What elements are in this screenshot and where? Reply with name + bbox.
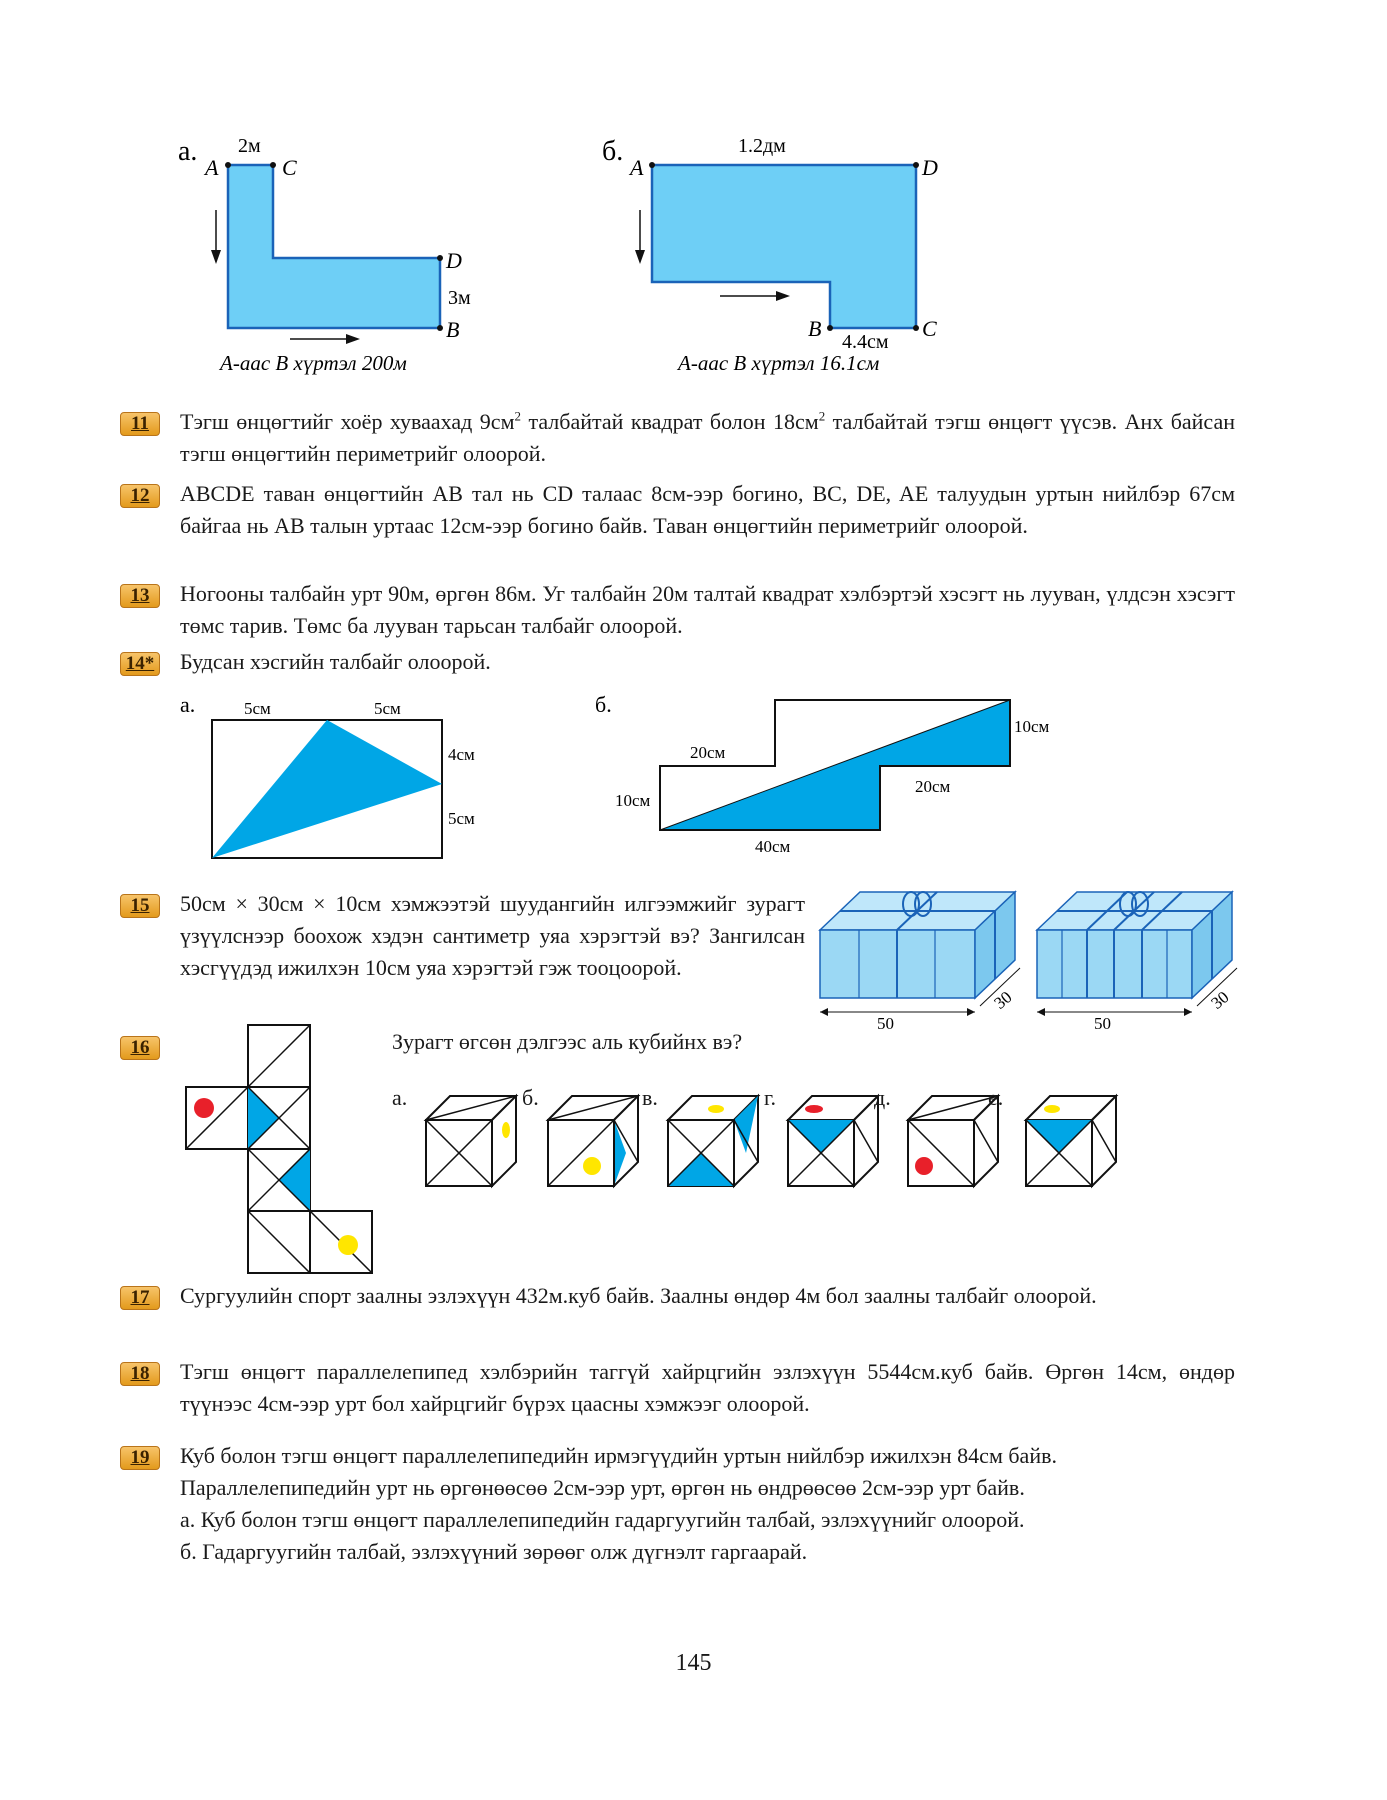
parcel-box-1	[815, 880, 1025, 1030]
label-1-2dm: 1.2дм	[738, 135, 786, 157]
label-2m: 2м	[238, 135, 261, 157]
cube-options	[392, 1082, 1192, 1202]
option-e-label[interactable]: д.	[874, 1085, 891, 1110]
problem-16-question: Зурагт өгсөн дэлгээс аль кубийнх вэ?	[392, 1029, 743, 1054]
figure-b-l-shape	[590, 130, 980, 380]
problem-15-badge: 15	[120, 894, 160, 918]
figure-a-l-shape	[170, 130, 510, 380]
parcel-box-2	[1032, 880, 1242, 1030]
figure-b-caption: A-аас B хүртэл 16.1см	[678, 351, 880, 375]
l-shape-b-polygon	[652, 165, 916, 328]
box2-width: 50	[1094, 1014, 1111, 1030]
cube-option-d[interactable]	[784, 1090, 884, 1200]
fig14a-top2: 5см	[374, 699, 401, 718]
point-b: B	[446, 317, 460, 342]
problem-18: Тэгш өнцөгт параллелепипед хэлбэрийн таггүй хайрцгийн эзлэхүүн 5544см.куб байв. Өргөн 14см, өндөр түүнээс 4см-ээр урт бол хайрцгийг бүрэх цаасны хэмжээг олоорой.	[180, 1359, 1235, 1416]
option-f-label[interactable]: е.	[988, 1085, 1004, 1110]
fig14b-l5: 40см	[755, 837, 791, 856]
point-b-c: C	[922, 316, 937, 341]
point-b-b: B	[808, 316, 822, 341]
cube-option-f[interactable]	[1022, 1090, 1122, 1200]
fig14b-l3: 20см	[915, 777, 951, 796]
option-b-label[interactable]: б.	[522, 1085, 539, 1110]
fig14b-tag: б.	[595, 692, 612, 717]
fig14a-tag: а.	[180, 692, 196, 717]
problem-19-badge: 19	[120, 1446, 160, 1470]
label-3m: 3м	[448, 287, 471, 309]
box2-depth: 30	[1207, 987, 1233, 1013]
problem-19-line4: б. Гадаргуугийн талбай, эзлэхүүний зөрөөг олж дүгнэлт гаргаарай.	[180, 1539, 808, 1564]
problem-12: ABCDE таван өнцөгтийн AB тал нь CD талаас 8см-ээр богино, BC, DE, AE талуудын уртын нийлбэр 67см байгаа нь AB талын уртаас 12см-ээр богино байв. Таван өнцөгтийн периметрийг олоорой.	[180, 481, 1235, 538]
fig14a-right2: 5см	[448, 809, 475, 828]
figure-a-tag: а.	[178, 136, 198, 167]
box1-width: 50	[877, 1014, 894, 1030]
problem-13-badge: 13	[120, 584, 160, 608]
figure-14b	[590, 690, 1100, 870]
fig14a-right1: 4см	[448, 745, 475, 764]
problem-18-badge: 18	[120, 1362, 160, 1386]
problem-11: Тэгш өнцөгтийг хоёр хуваахад $9см^2$ талбайтай квадрат болон $18см^2$ талбайтай тэгш өнцөгт үүсэв. Анх байсан тэгш өнцөгтийн периметрийг олоорой.	[180, 408, 1235, 466]
problem-15: 50см × 30см × 10см хэмжээтэй шуудангийн илгээмжийг зурагт үзүүлснээр боохож хэдэн сантиметр уяа хэрэгтэй вэ? Зангилсан хэсгүүдэд ижилхэн 10см уяа хэрэгтэй гэж тооцоорой.	[180, 891, 805, 980]
cube-option-b[interactable]	[544, 1090, 644, 1200]
problem-14-badge: 14*	[120, 652, 160, 676]
fig14a-top1: 5см	[244, 699, 271, 718]
l-shape-polygon	[228, 165, 440, 328]
point-b-d: D	[922, 155, 938, 180]
fig14b-l1: 20см	[690, 743, 726, 762]
problem-19-line3: а. Куб болон тэгш өнцөгт параллелепипедийн гадаргуугийн талбай, эзлэхүүнийг олоорой.	[180, 1507, 1025, 1532]
option-a-label[interactable]: а.	[392, 1085, 408, 1110]
problem-19-line1: Куб болон тэгш өнцөгт параллелепипедийн ирмэгүүдийн уртын нийлбэр ижилхэн 84см байв.	[180, 1443, 1057, 1468]
problem-16-badge: 16	[120, 1036, 160, 1060]
figure-14a	[170, 690, 500, 870]
label-4-4cm: 4.4см	[842, 331, 889, 353]
figure-a-caption: A-аас B хүртэл 200м	[220, 351, 407, 375]
cube-net	[180, 1020, 380, 1280]
fig14b-l2: 10см	[1014, 717, 1050, 736]
figure-b-tag: б.	[602, 136, 624, 167]
fig14b-l4: 10см	[615, 791, 651, 810]
page-number: 145	[675, 1650, 712, 1676]
problem-12-badge: 12	[120, 484, 160, 508]
problem-17: Сургуулийн спорт заалны эзлэхүүн 432м.куб байв. Заалны өндөр 4м бол заалны талбайг олоорой.	[180, 1283, 1097, 1308]
cube-option-c[interactable]	[664, 1090, 764, 1200]
box1-depth: 30	[990, 987, 1016, 1013]
point-d: D	[446, 248, 462, 273]
point-c: C	[282, 155, 297, 180]
problem-19	[180, 1440, 1235, 1568]
problem-14: Будсан хэсгийн талбайг олоорой.	[180, 649, 491, 674]
problem-13: Ногооны талбайн урт 90м, өргөн 86м. Уг талбайн 20м талтай квадрат хэлбэртэй хэсэгт нь лууван, үлдсэн хэсэгт төмс тарив. Төмс ба лууван тарьсан талбайг олоорой.	[180, 581, 1235, 638]
problem-11-badge: 11	[120, 412, 160, 436]
point-b-a: A	[630, 155, 644, 180]
cube-option-a[interactable]	[422, 1090, 522, 1200]
option-d-label[interactable]: г.	[764, 1085, 777, 1110]
problem-19-line2: Параллелепипедийн урт нь өргөнөөсөө 2см-ээр урт, өргөн нь өндрөөсөө 2см-ээр урт байв.	[180, 1475, 1025, 1500]
problem-17-badge: 17	[120, 1286, 160, 1310]
option-c-label[interactable]: в.	[642, 1085, 658, 1110]
point-a: A	[205, 155, 219, 180]
